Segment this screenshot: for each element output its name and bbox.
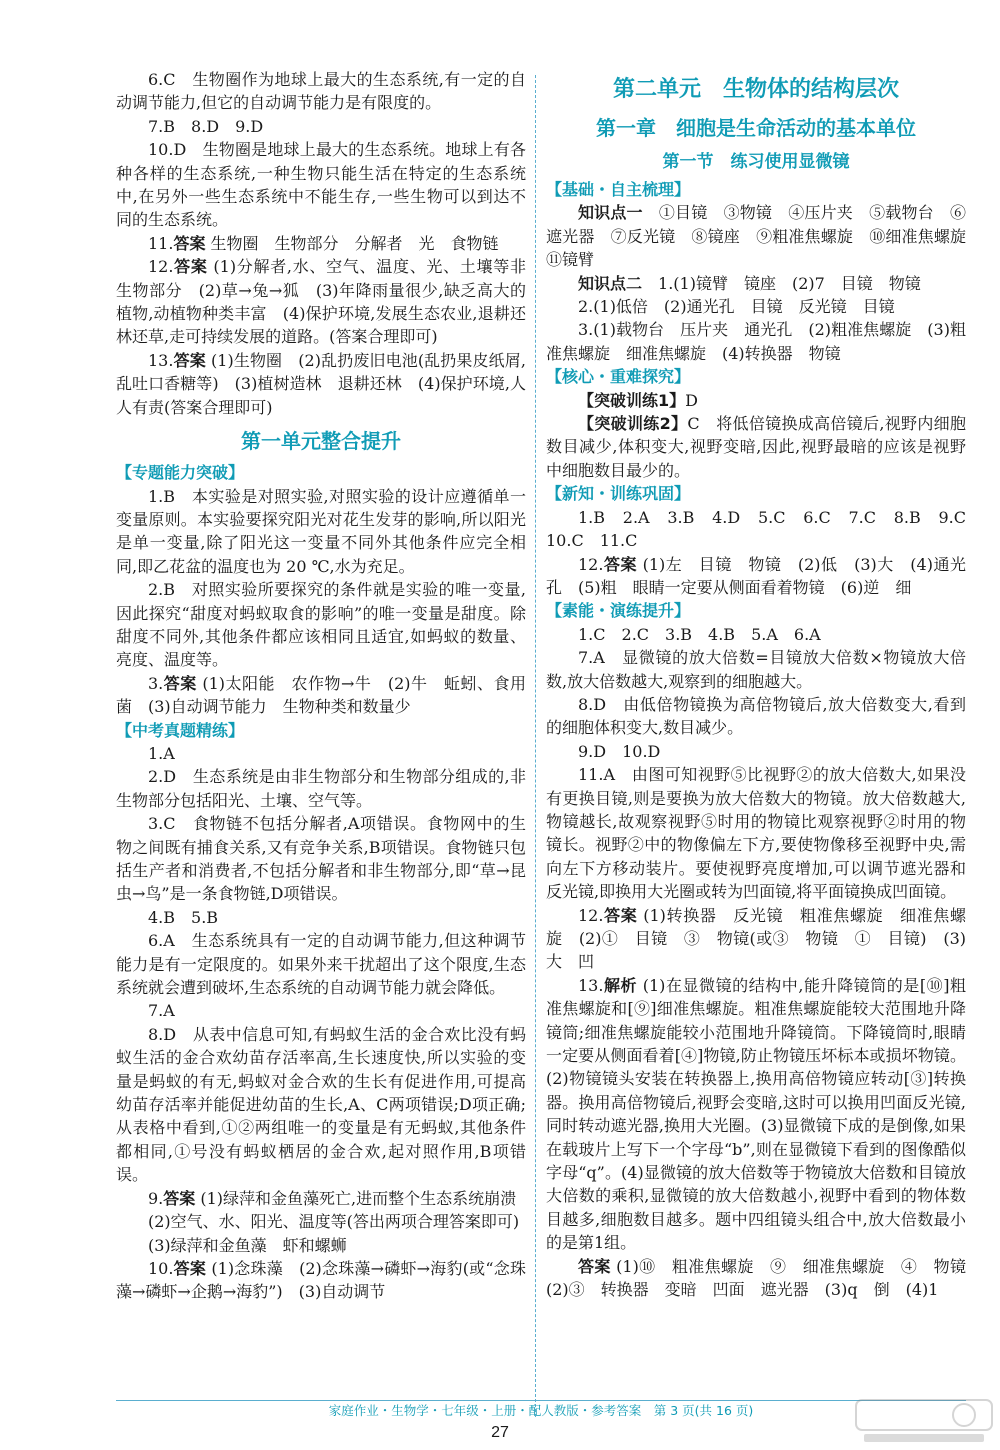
practice-1-11: 1.B 2.A 3.B 4.D 5.C 6.C 7.C 8.B 9.C 10.C 11.C [546, 507, 983, 551]
ability-9-10: 9.D 10.D [578, 741, 661, 761]
ability-8: 8.D 由低倍物镜换为高倍物镜后,放大倍数变大,看到的细胞体积变大,数目减少。 [546, 694, 966, 738]
column-divider [535, 75, 536, 1417]
ability-13: 13.解析 (1)在显微镜的结构中,能升降镜筒的是[⑩]粗准焦螺旋和[⑨]细准焦螺旋。粗准焦螺旋能较大范围地升降镜筒;细准焦螺旋能较小范围地升降镜筒。下降镜筒时,眼睛一定要从侧面看着[④]物镜,防止物镜压坏标本或损坏物镜。(2)物镜镜头安装在转换器上,换用高倍物镜应转动[③]转换器。换用高倍物镜后,视野会变暗,这时可以换用凹面反光镜,同时转动遮光器,换用大光圈。(3)显微镜下成的是倒像,如果在载玻片上写下一个字母“b”,则在显微镜下看到的图像酷似字母“q”。(4)显微镜的放大倍数等于物镜放大倍数和目镜放大倍数的乘积,显微镜的放大倍数越小,视野中看到的物体数目越多,细胞数目越多。题中四组镜头组合中,放大倍数最小的是第1组。 [546, 975, 966, 1253]
knowledge-point-2: 知识点二 1.(1)镜臂 镜座 (2)7 目镜 物镜 [578, 273, 921, 293]
exam-answer-3: 3.C 食物链不包括分解者,A项错误。食物网中的生物之间既有捕食关系,又有竞争关系,B项错误。食物链只包括生产者和消费者,不包括分解者和非生物部分,即“草→昆虫→鸟”是一条食物链,D项错误。 [116, 814, 526, 904]
left-column [116, 68, 526, 1304]
ability-11: 11.A 由图可知视野⑤比视野②的放大倍数大,如果没有更换目镜,则是要换为放大倍数大的物镜。放大倍数越大,物镜越长,故观察视野⑤时用的物镜比观察视野②时用的物镜长。视野②中的物像偏左下方,要使物像移至视野中央,需向左下方移动装片。要使视野亮度增加,可以调节遮光器和反光镜,即换用大光圈或转为凹面镜,将平面镜换成凹面镜。 [546, 765, 966, 902]
ability-13-answer: 答案 (1)⑩ 粗准焦螺旋 ⑨ 细准焦螺旋 ④ 物镜 (2)③ 转换器 变暗 凹面 遮光器 (3)q 倒 (4)1 [546, 1256, 982, 1300]
section-header-new-knowledge: 【 新知・训练巩固 】 [546, 482, 966, 505]
ability-1-6: 1.C 2.C 3.B 4.B 5.A 6.A [578, 624, 821, 644]
knowledge-point-2-3: 3.(1)载物台 压片夹 通光孔 (2)粗准焦螺旋 (3)粗准焦螺旋 细准焦螺旋 (4)转换器 物镜 [546, 320, 966, 363]
watermark-logo-icon [854, 1398, 994, 1446]
topic-answer-3: 3.答案 (1)太阳能 农作物→牛 (2)牛 蚯蚓、食用菌 (3)自动调节能力 生物种类和数量少 [116, 673, 526, 717]
topic-answer-1: 1.B 本实验是对照实验,对照实验的设计应遵循单一变量原则。本实验要探究阳光对花生发芽的影响,所以阳光是单一变量,除了阳光这一变量不同外其他条件应完全相同,即乙花盆的温度也为 20 ℃,水为充足。 [116, 486, 526, 576]
section-header-core: 【 核心・重难探究 】 [546, 365, 966, 388]
exam-answer-9c: (3)绿萍和金鱼藻 虾和螺蛳 [148, 1235, 347, 1255]
answer-11: 11.答案 生物圈 生物部分 分解者 光 食物链 [148, 233, 499, 253]
unit-title: 第二单元 生物体的结构层次 [612, 77, 899, 102]
section-header-ability: 【 素能・演练提升 】 [546, 599, 966, 622]
exam-answer-8: 8.D 从表中信息可知,有蚂蚁生活的金合欢比没有蚂蚁生活的金合欢幼苗存活率高,生长速度快,所以实验的变量是蚂蚁的有无,蚂蚁对金合欢的生长有促进作用,可提高幼苗存活率并能促进幼苗的生长,A、C两项错误;D项正确;从表格中看到,①②两组唯一的变量是有无蚂蚁,其他条件都相同,①号没有蚂蚁栖居的金合欢,起对照作用,B项错误。 [116, 1024, 526, 1185]
ability-7: 7.A 显微镜的放大倍数=目镜放大倍数×物镜放大倍数,放大倍数越大,观察到的细胞越大。 [546, 648, 966, 691]
topic-answer-2: 2.B 对照实验所要探究的条件就是实验的唯一变量,因此探究“甜度对蚂蚁取食的影响”的唯一变量是甜度。除甜度不同外,其他条件都应该相同且适宜,如蚂蚁的数量、亮度、温度等。 [116, 580, 526, 670]
section-header-basics: 【 基础・自主梳理 】 [546, 178, 966, 201]
page-footer: 家庭作业・生物学・七年级・上册・配人教版・参考答案 第 3 页(共 16 页) [116, 1400, 966, 1421]
answer-7-9: 7.B 8.D 9.D [148, 116, 264, 136]
breakthrough-1: 【突破训练1】D [578, 390, 698, 410]
section-title: 第一节 练习使用显微镜 [662, 152, 850, 172]
practice-12: 12.答案 (1)左 目镜 物镜 (2)低 (3)大 (4)通光孔 (5)粗 眼睛一定要从侧面看着物镜 (6)逆 细 [546, 554, 966, 597]
breakthrough-2: 【突破训练2】C 将低倍镜换成高倍镜后,视野内细胞数目减少,体积变大,视野变暗,因此,视野最暗的应该是视野中细胞数目最少的。 [546, 414, 966, 480]
page-number: 27 [491, 1424, 509, 1441]
ability-12: 12.答案 (1)转换器 反光镜 粗准焦螺旋 细准焦螺旋 (2)① 目镜 ③ 物镜(或③ 物镜 ① 目镜) (3)大 凹 [546, 905, 966, 972]
unit-review-title: 第一单元整合提升 [241, 429, 401, 454]
answer-13: 13.答案 (1)生物圈 (2)乱扔废旧电池(乱扔果皮纸屑,乱吐口香糖等) (3)植树造林 退耕还林 (4)保护环境,人人有责(答案合理即可) [116, 350, 526, 417]
exam-answer-6: 6.A 生态系统具有一定的自动调节能力,但这种调节能力是有一定限度的。如果外来干扰超出了这个限度,生态系统就会遭到破坏,生态系统的自动调节能力就会降低。 [116, 931, 526, 998]
exam-answer-2: 2.D 生态系统是由非生物部分和生物部分组成的,非生物部分包括阳光、土壤、空气等。 [116, 767, 526, 810]
knowledge-point-2-2: 2.(1)低倍 (2)通光孔 目镜 反光镜 目镜 [578, 297, 895, 317]
exam-answer-9b: (2)空气、水、阳光、温度等(答出两项合理答案即可) [148, 1212, 520, 1232]
exam-answer-4-5: 4.B 5.B [148, 907, 219, 927]
knowledge-point-1: 知识点一 ①目镜 ③物镜 ④压片夹 ⑤载物台 ⑥遮光器 ⑦反光镜 ⑧镜座 ⑨粗准焦螺旋 ⑩细准焦螺旋 ⑪镜臂 [546, 203, 983, 270]
exam-answer-7: 7.A [148, 1001, 175, 1021]
answer-6: 6.C 生物圈作为地球上最大的生态系统,有一定的自动调节能力,但它的自动调节能力是有限度的。 [116, 70, 526, 113]
chapter-title: 第一章 细胞是生命活动的基本单位 [596, 116, 916, 140]
answer-10: 10.D 生物圈是地球上最大的生态系统。地球上有各种各样的生态系统,一种生物只能生活在特定的生态系统中,在另外一些生态系统中不能生存,一些生物可以到达不同的生态系统。 [116, 140, 526, 230]
exam-answer-1: 1.A [148, 743, 175, 763]
section-header-topic: 【 专题能力突破 】 [116, 461, 526, 484]
section-header-exam: 【 中考真题精练 】 [116, 719, 526, 742]
right-column [546, 70, 983, 1302]
exam-answer-10: 10.答案 (1)念珠藻 (2)念珠藻→磷虾→海豹(或“念珠藻→磷虾→企鹅→海豹”) (3)自动调节 [116, 1258, 526, 1302]
answer-12: 12.答案 (1)分解者,水、空气、温度、光、土壤等非生物部分 (2)草→兔→狐 (3)年降雨量很少,缺乏高大的植物,动植物种类丰富 (4)保护环境,发展生态农业,退耕还林还草,走可持续发展的道路。(答案合理即可) [116, 257, 526, 347]
exam-answer-9: 9.答案 (1)绿萍和金鱼藻死亡,进而整个生态系统崩溃 [148, 1188, 517, 1208]
